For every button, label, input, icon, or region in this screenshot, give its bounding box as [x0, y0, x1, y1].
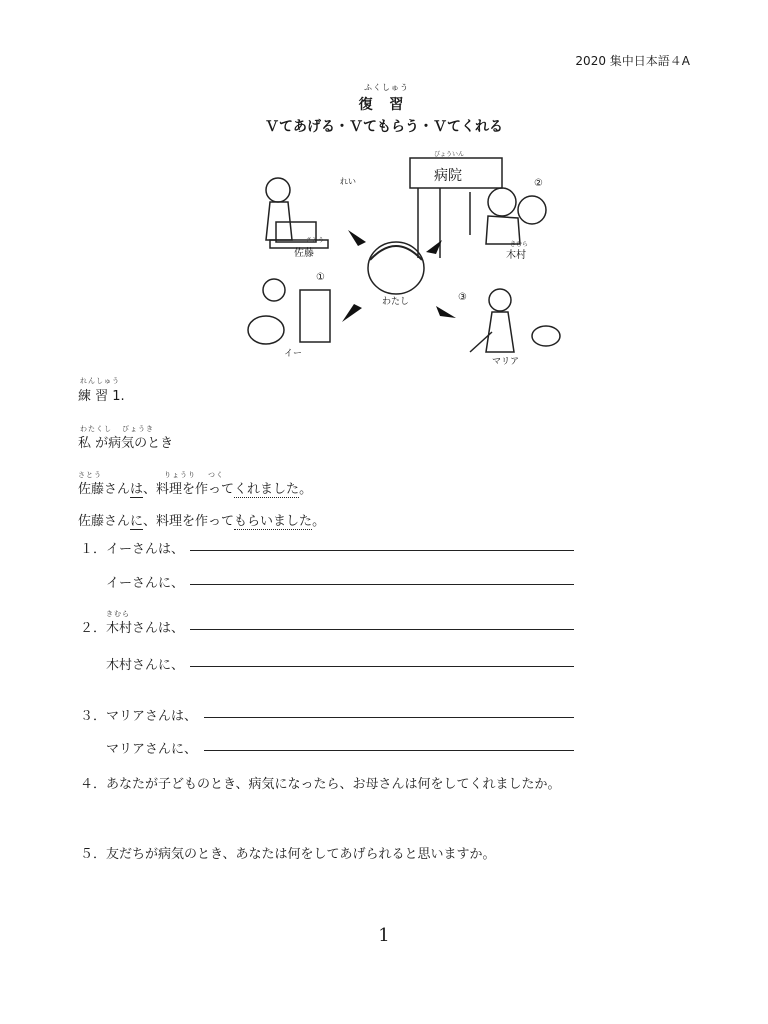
- face-me: [368, 242, 424, 294]
- svg-text:さとう: さとう: [306, 237, 325, 244]
- question-3b: マリアさんに、: [106, 742, 198, 757]
- course-header: 2020 集中日本語４A: [575, 54, 690, 68]
- arrow-icon: [348, 230, 366, 246]
- laundry-basket: [248, 316, 284, 344]
- svg-text:②: ②: [534, 178, 543, 189]
- example-sentence-1: 佐藤さんは、料理を作ってくれました。: [78, 482, 313, 497]
- svg-text:わたし: わたし: [382, 297, 410, 307]
- page-subtitle: Ｖてあげる・Ｖてもらう・Ｖてくれる: [265, 119, 503, 135]
- question-1a: １．イーさんは、: [80, 542, 185, 557]
- svg-text:木村: 木村: [506, 250, 526, 261]
- svg-text:きむら: きむら: [510, 241, 529, 248]
- answer-line-1b[interactable]: [190, 570, 574, 585]
- svg-text:びょういん: びょういん: [434, 151, 465, 158]
- hospital-door-frame: [418, 188, 470, 258]
- question-4: ４．あなたが子どものとき、病気になったら、お母さんは何をしてくれましたか。: [80, 777, 561, 792]
- question-5: ５．友だちが病気のとき、あなたは何をしてあげられると思いますか。: [80, 847, 496, 862]
- arrows: [342, 230, 456, 322]
- arrow-icon: [436, 306, 456, 318]
- illustration: [230, 140, 582, 368]
- practice-heading-ruby: れんしゅう: [80, 377, 120, 385]
- svg-text:佐藤: 佐藤: [294, 248, 314, 259]
- answer-line-2a[interactable]: [190, 615, 574, 630]
- title-ruby: ふくしゅう: [364, 83, 409, 92]
- svg-text:①: ①: [316, 272, 325, 283]
- arrow-icon: [342, 304, 362, 322]
- answer-line-1a[interactable]: [190, 536, 574, 551]
- answer-line-3b[interactable]: [204, 736, 574, 751]
- person-sato: [266, 178, 290, 202]
- situation-ruby: わたくし: [80, 425, 112, 433]
- person-yi: [263, 279, 285, 301]
- page-number: 1: [378, 925, 390, 946]
- practice-heading: 練 習 1.: [78, 389, 125, 404]
- svg-text:マリア: マリア: [492, 357, 520, 367]
- question-2b: 木村さんに、: [106, 658, 185, 673]
- question-1b: イーさんに、: [106, 576, 185, 591]
- hospital-sign-text: 病院: [434, 168, 462, 184]
- page-title: 復 習: [358, 97, 410, 113]
- person-kimura: [488, 188, 516, 216]
- question-2a: ２．木村さんは、: [80, 621, 185, 636]
- person-maria: [489, 289, 511, 311]
- washing-machine: [300, 290, 330, 342]
- answer-line-3a[interactable]: [204, 703, 574, 718]
- svg-text:③: ③: [458, 292, 467, 303]
- svg-text:れい: れい: [340, 177, 356, 186]
- example-sentence-2: 佐藤さんに、料理を作ってもらいました。: [78, 514, 326, 529]
- svg-text:イー: イー: [284, 349, 303, 359]
- situation-ruby-2: びょうき: [122, 425, 154, 433]
- situation-text: 私 が病気のとき: [78, 436, 174, 451]
- question-3a: ３．マリアさんは、: [80, 709, 198, 724]
- vacuum-cleaner: [532, 326, 560, 346]
- answer-line-2b[interactable]: [190, 652, 574, 667]
